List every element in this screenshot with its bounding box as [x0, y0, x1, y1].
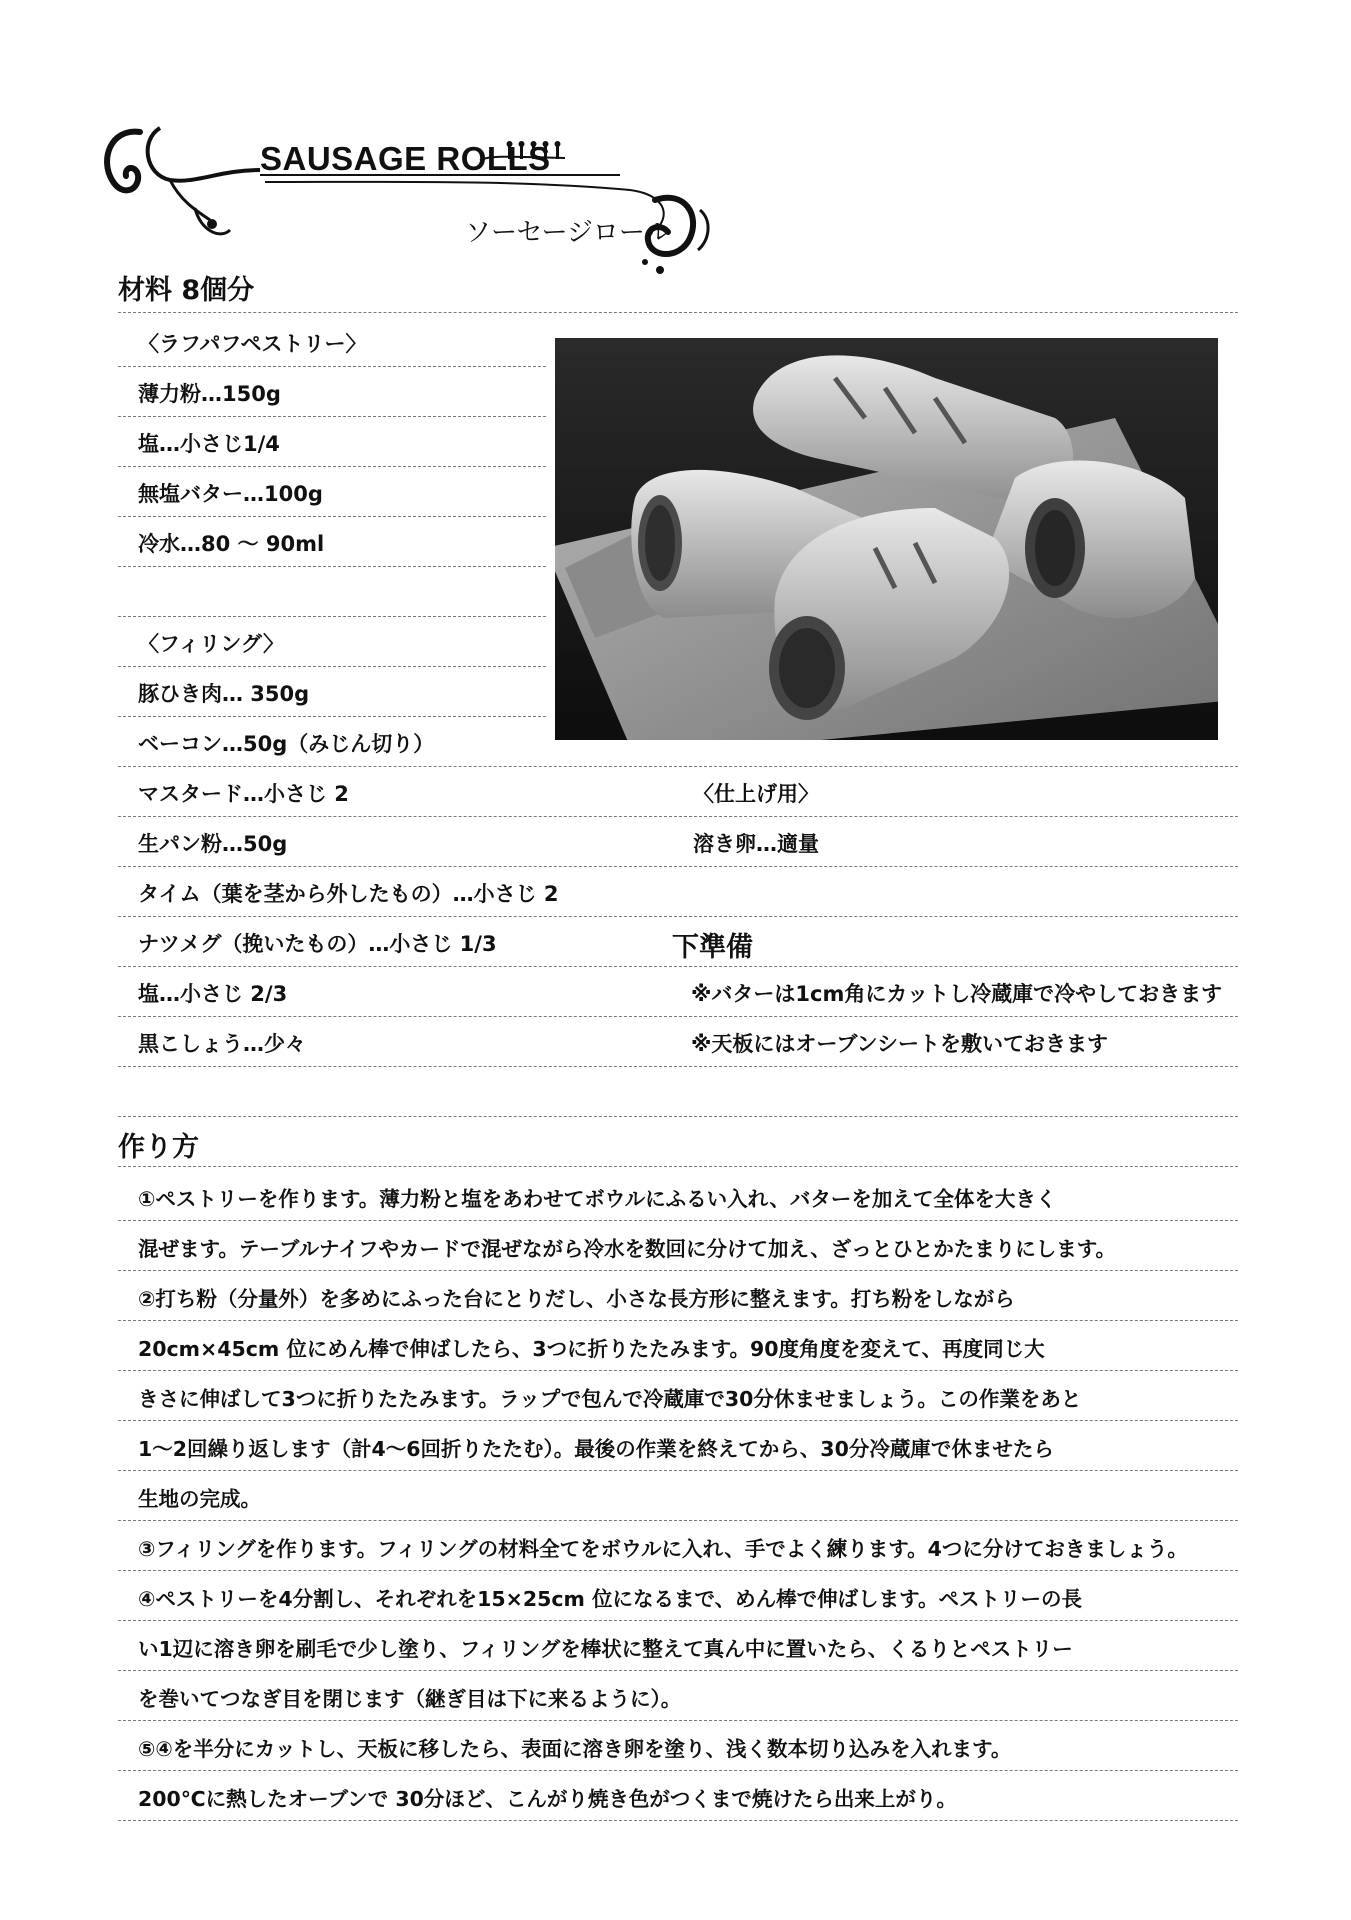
ingredient-row [118, 568, 1238, 618]
recipe-title-japanese: ソーセージロール [465, 218, 671, 248]
ingredient-row [118, 668, 1238, 718]
prep-item: ※バターは1cm角にカットし冷蔵庫で冷やしておきます [691, 982, 1223, 1006]
ingredient-item: マスタード…小さじ 2 [138, 782, 349, 806]
ingredient-item: 塩…小さじ 2/3 [138, 982, 288, 1006]
ingredient-row [118, 518, 1238, 568]
divider [118, 1270, 1238, 1271]
finishing-item: 溶き卵…適量 [693, 832, 819, 856]
method-step-line: 20cm×45cm 位にめん棒で伸ばしたら、3つに折りたたみます。90度角度を変えて、再度同じ大 [138, 1337, 1045, 1361]
divider [118, 716, 546, 717]
prep-item-row [118, 968, 1238, 1018]
ingredient-item: ナツメグ（挽いたもの）…小さじ 1/3 [138, 932, 497, 956]
ingredient-row [118, 868, 1238, 918]
recipe-header [100, 120, 800, 280]
divider [118, 1420, 1238, 1421]
method-step-line: ②打ち粉（分量外）を多めにふった台にとりだし、小さな長方形に整えます。打ち粉をしながら [138, 1287, 1015, 1311]
divider [118, 466, 546, 467]
method-step-line: ⑤④を半分にカットし、天板に移したら、表面に溶き卵を塗り、浅く数本切り込みを入れます。 [138, 1737, 1012, 1761]
ingredient-item: 〈フィリング〉 [138, 632, 284, 656]
divider [118, 966, 1238, 967]
method-step-line: ①ペストリーを作ります。薄力粉と塩をあわせてボウルにふるい入れ、バターを加えて全体を大きく [138, 1187, 1057, 1211]
ingredient-row [118, 318, 1238, 368]
ingredient-row [118, 368, 1238, 418]
divider [118, 1470, 1238, 1471]
ingredient-row [118, 718, 1238, 768]
method-step-line: ③フィリングを作ります。フィリングの材料全てをボウルに入れ、手でよく練ります。4つに分けておきましょう。 [138, 1537, 1188, 1561]
ingredients-heading: 材料 8個分 [118, 275, 255, 306]
prep-heading: 下準備 [672, 932, 753, 963]
ingredient-item: 冷水…80 ～ 90ml [138, 532, 325, 556]
method-step-line: を巻いてつなぎ目を閉じます（継ぎ目は下に来るように）。 [138, 1687, 682, 1711]
divider [118, 566, 546, 567]
ingredient-item: 豚ひき肉… 350g [138, 682, 310, 706]
recipe-title-english: SAUSAGE ROLLS [260, 140, 551, 177]
divider [118, 666, 546, 667]
ingredient-row [118, 618, 1238, 668]
ingredient-item: 〈ラフパフペストリー〉 [138, 332, 367, 356]
prep-item-row [118, 1018, 1238, 1068]
method-step-line: 200℃に熱したオーブンで 30分ほど、こんがり焼き色がつくまで焼けたら出来上がり。 [138, 1787, 957, 1811]
method-step-line: 生地の完成。 [138, 1487, 261, 1511]
method-step-line: い1辺に溶き卵を刷毛で少し塗り、フィリングを棒状に整えて真ん中に置いたら、くるりとペストリー [138, 1637, 1073, 1661]
method-step-line: 1～2回繰り返します（計4～6回折りたたむ）。最後の作業を終えてから、30分冷蔵庫で休ませたら [138, 1437, 1054, 1461]
finishing-item-row [118, 818, 1238, 868]
divider [118, 366, 546, 367]
divider [118, 416, 546, 417]
divider [118, 1320, 1238, 1321]
ingredient-item: 生パン粉…50g [138, 832, 288, 856]
method-step-line: 混ぜます。テーブルナイフやカードで混ぜながら冷水を数回に分けて加え、ざっとひとかたまりにします。 [138, 1237, 1117, 1261]
divider [118, 916, 1238, 917]
divider [118, 312, 1238, 313]
divider [118, 1620, 1238, 1621]
ingredient-item: 薄力粉…150g [138, 382, 281, 406]
ingredient-row [118, 418, 1238, 468]
divider [118, 1570, 1238, 1571]
ingredient-item: 黒こしょう…少々 [138, 1032, 306, 1056]
divider [118, 616, 546, 617]
ingredient-row [118, 468, 1238, 518]
divider [118, 1520, 1238, 1521]
ingredient-item: 塩…小さじ1/4 [138, 432, 280, 456]
ingredient-item: タイム（葉を茎から外したもの）…小さじ 2 [138, 882, 559, 906]
ingredient-item: 無塩バター…100g [138, 482, 323, 506]
method-step-line: きさに伸ばして3つに折りたたみます。ラップで包んで冷蔵庫で30分休ませましょう。この作業をあと [138, 1387, 1082, 1411]
divider [118, 1220, 1238, 1221]
divider [118, 516, 546, 517]
divider [118, 1720, 1238, 1721]
divider [118, 766, 1238, 767]
divider [118, 1820, 1238, 1821]
divider [118, 1670, 1238, 1671]
method-heading: 作り方 [118, 1132, 199, 1163]
divider [118, 1166, 1238, 1167]
method-step-line: ④ペストリーを4分割し、それぞれを15×25cm 位になるまで、めん棒で伸ばします。ペストリーの長 [138, 1587, 1082, 1611]
finishing-label: 〈仕上げ用〉 [693, 782, 819, 806]
finishing-row [118, 768, 1238, 818]
ingredient-item: ベーコン…50g（みじん切り） [138, 732, 435, 756]
prep-item: ※天板にはオーブンシートを敷いておきます [691, 1032, 1108, 1056]
divider [118, 1116, 1238, 1117]
divider [118, 1770, 1238, 1771]
divider [118, 1370, 1238, 1371]
